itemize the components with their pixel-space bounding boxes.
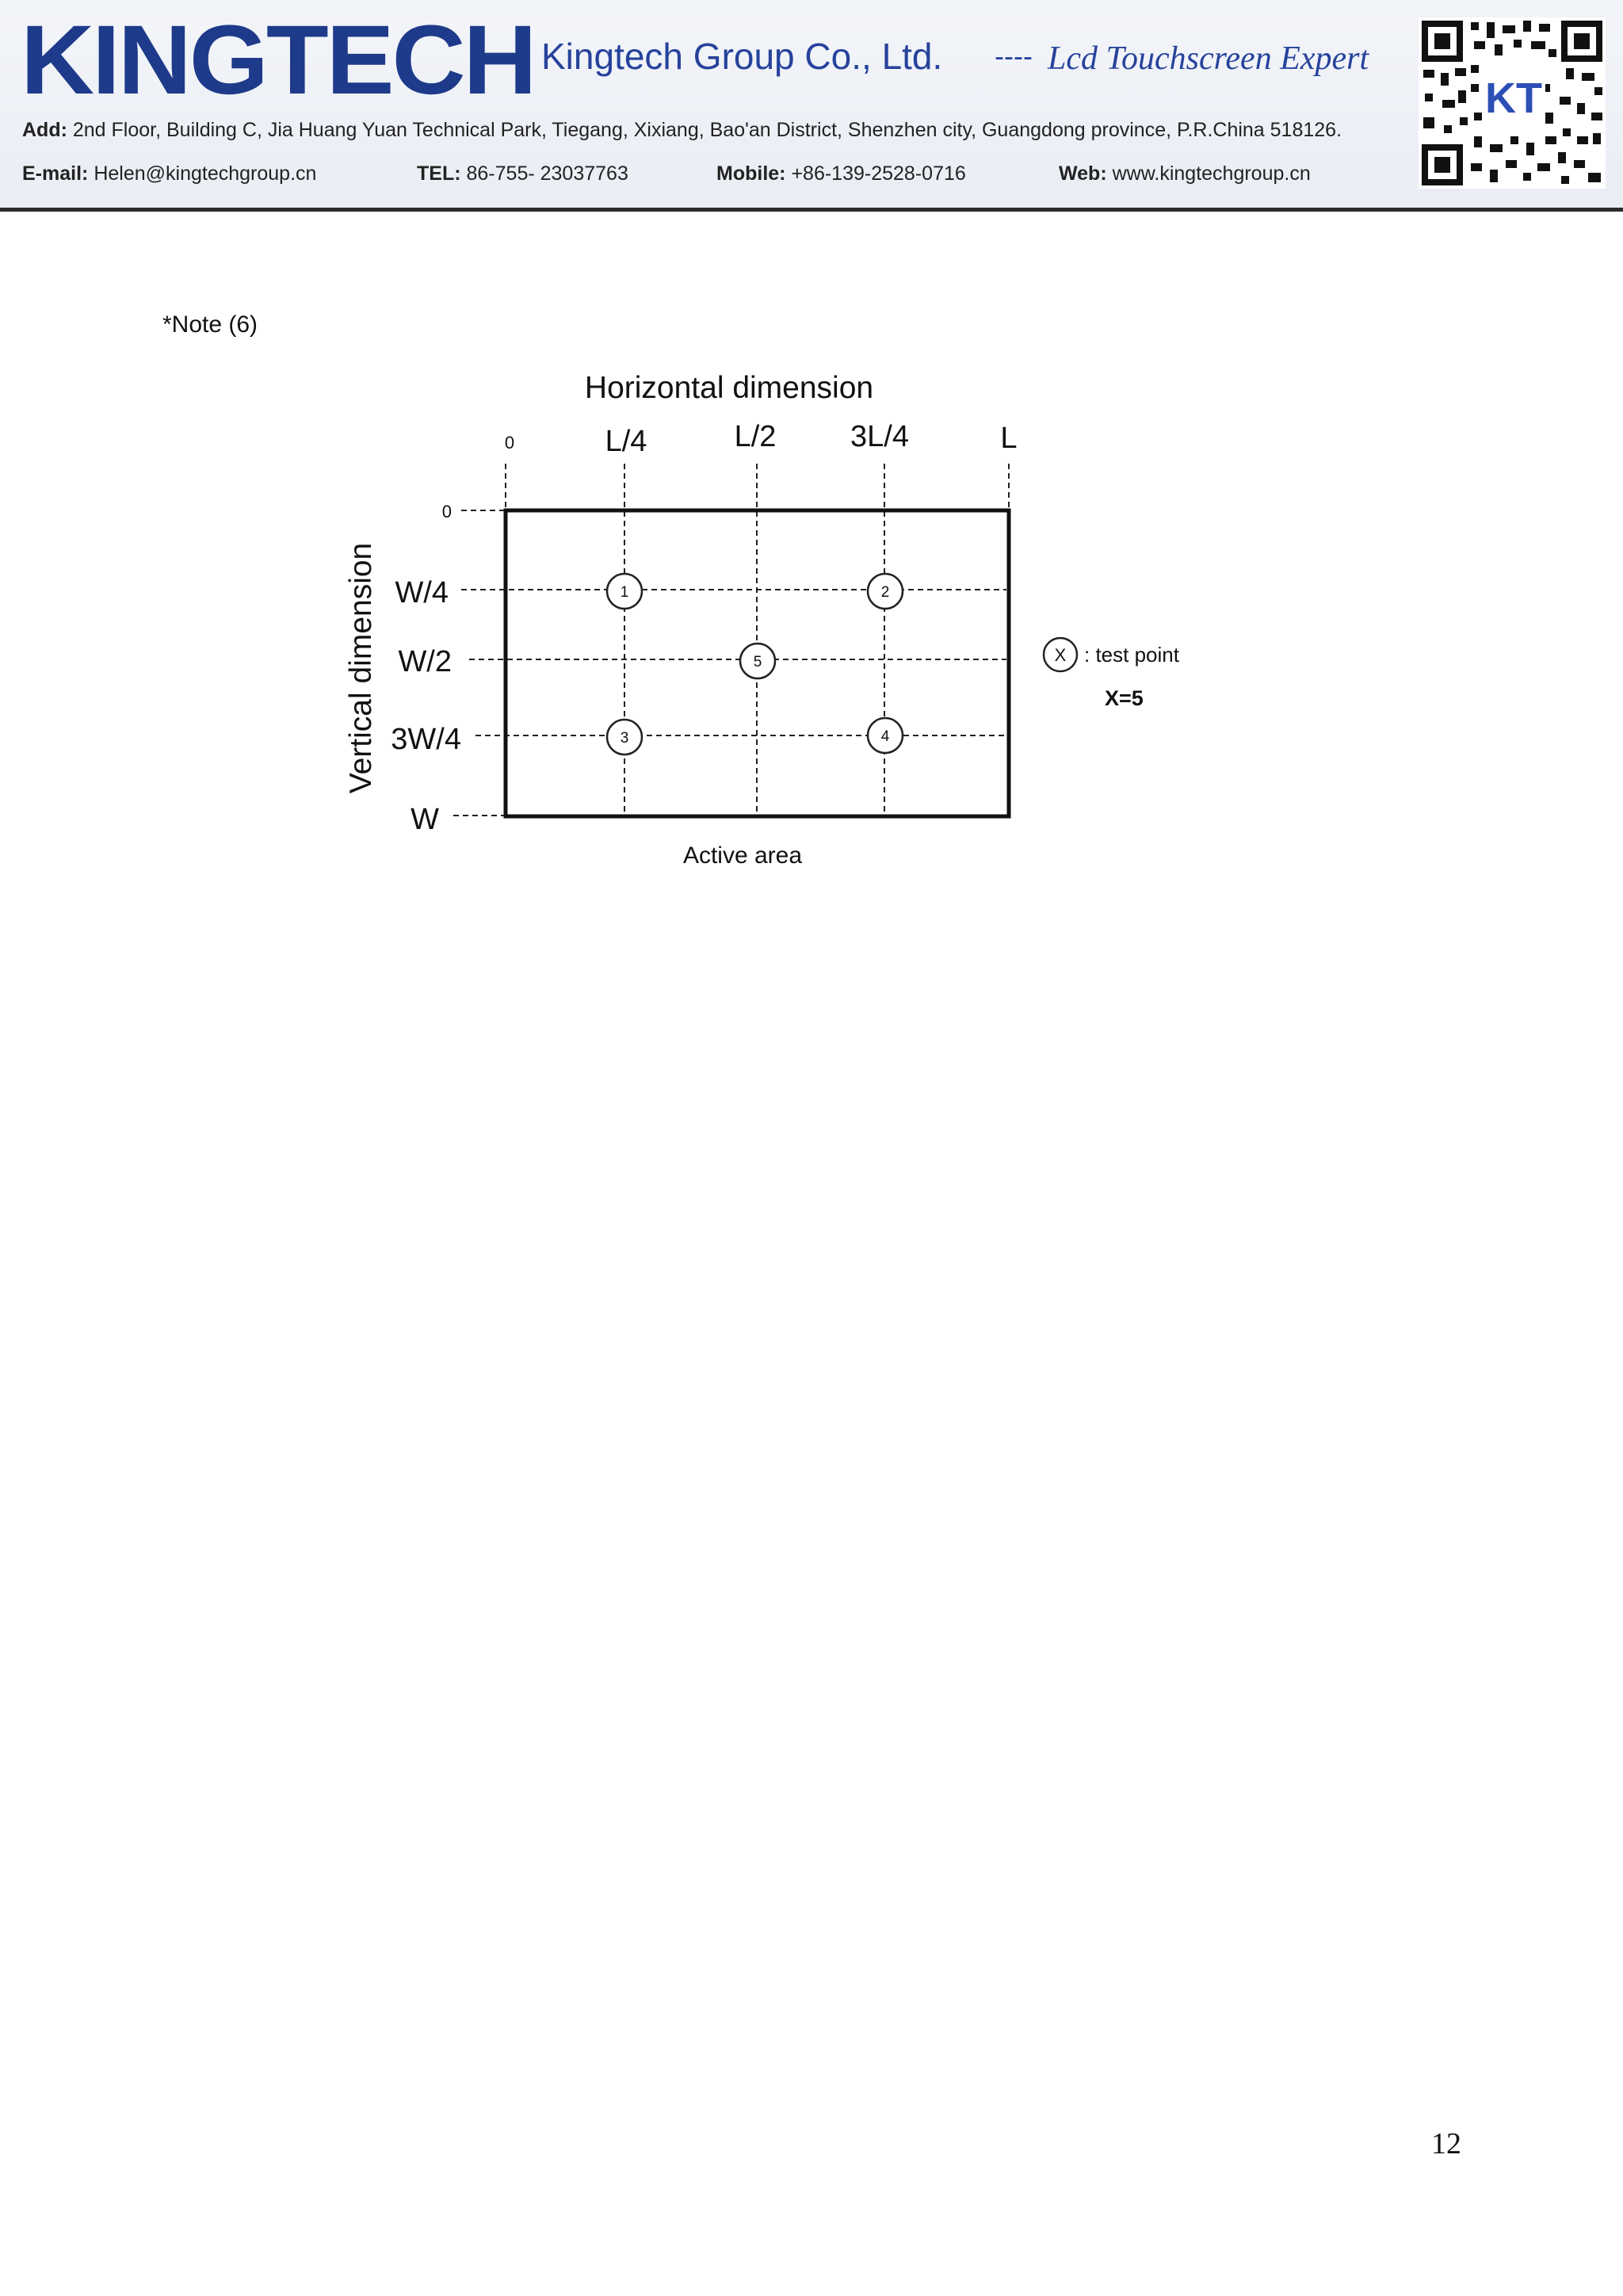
v-tick-3w4: 3W/4: [391, 723, 461, 756]
v-tick-w4: W/4: [395, 576, 449, 609]
horizontal-dimension-title: Horizontal dimension: [584, 371, 874, 405]
company-tagline: Lcd Touchscreen Expert: [1048, 40, 1369, 77]
tel-label: TEL:: [417, 162, 461, 185]
active-area-caption: Active area: [682, 842, 803, 869]
legend-symbol: X: [1054, 645, 1067, 665]
test-point-label: 3: [620, 730, 629, 747]
qr-code-icon: [1419, 17, 1606, 189]
email-line: [22, 162, 316, 185]
test-point-label: 4: [880, 728, 890, 745]
test-point-2: [868, 574, 903, 609]
tel-line: [417, 162, 628, 185]
guide-lines: [453, 464, 1009, 816]
email-text[interactable]: Helen@kingtechgroup.cn: [94, 162, 317, 185]
email-label: E-mail:: [22, 162, 89, 185]
h-tick-l4: L/4: [605, 425, 647, 458]
mobile-text: +86-139-2528-0716: [791, 162, 966, 185]
legend-text: : test point: [1084, 643, 1179, 667]
web-line: [1059, 162, 1311, 185]
page-header: [0, 0, 1623, 210]
v-tick-0: 0: [441, 502, 452, 521]
h-tick-l2: L/2: [734, 420, 777, 453]
company-name: Kingtech Group Co., Ltd.: [541, 36, 943, 77]
test-point-3: [607, 720, 642, 755]
h-tick-3l4: 3L/4: [850, 420, 909, 453]
legend-value: X=5: [1105, 686, 1144, 710]
test-point-5: [740, 644, 775, 678]
tel-text: 86-755- 23037763: [466, 162, 628, 185]
web-label: Web:: [1059, 162, 1107, 185]
test-point-1: [607, 574, 642, 609]
mobile-label: Mobile:: [716, 162, 786, 185]
test-point-diagram: [0, 349, 1268, 888]
v-tick-w: W: [411, 803, 439, 836]
web-text[interactable]: www.kingtechgroup.cn: [1112, 162, 1311, 185]
test-point-4: [868, 718, 903, 753]
mobile-line: [716, 162, 966, 185]
h-tick-l: L: [1000, 422, 1018, 455]
test-point-label: 1: [620, 584, 629, 601]
test-point-label: 5: [753, 654, 762, 670]
company-logo: KINGTECH: [21, 6, 535, 115]
address-label: Add:: [22, 119, 67, 141]
header-separator: ----: [995, 40, 1033, 72]
test-point-label: 2: [880, 584, 890, 601]
vertical-dimension-title: Vertical dimension: [344, 542, 378, 794]
header-rule: [0, 208, 1623, 212]
h-tick-0: 0: [504, 433, 515, 453]
address-text: 2nd Floor, Building C, Jia Huang Yuan Technical Park, Tiegang, Xixiang, Bao'an District, Shenzhen city, Guangdong province, P.R.China 518126.: [72, 119, 1342, 141]
test-point-legend: [1044, 638, 1180, 710]
v-tick-w2: W/2: [398, 645, 452, 678]
address-line: [22, 119, 1342, 142]
qr-logo-text: KT: [1485, 74, 1542, 122]
page-number: 12: [1431, 2127, 1461, 2160]
note-label: *Note (6): [162, 311, 258, 338]
